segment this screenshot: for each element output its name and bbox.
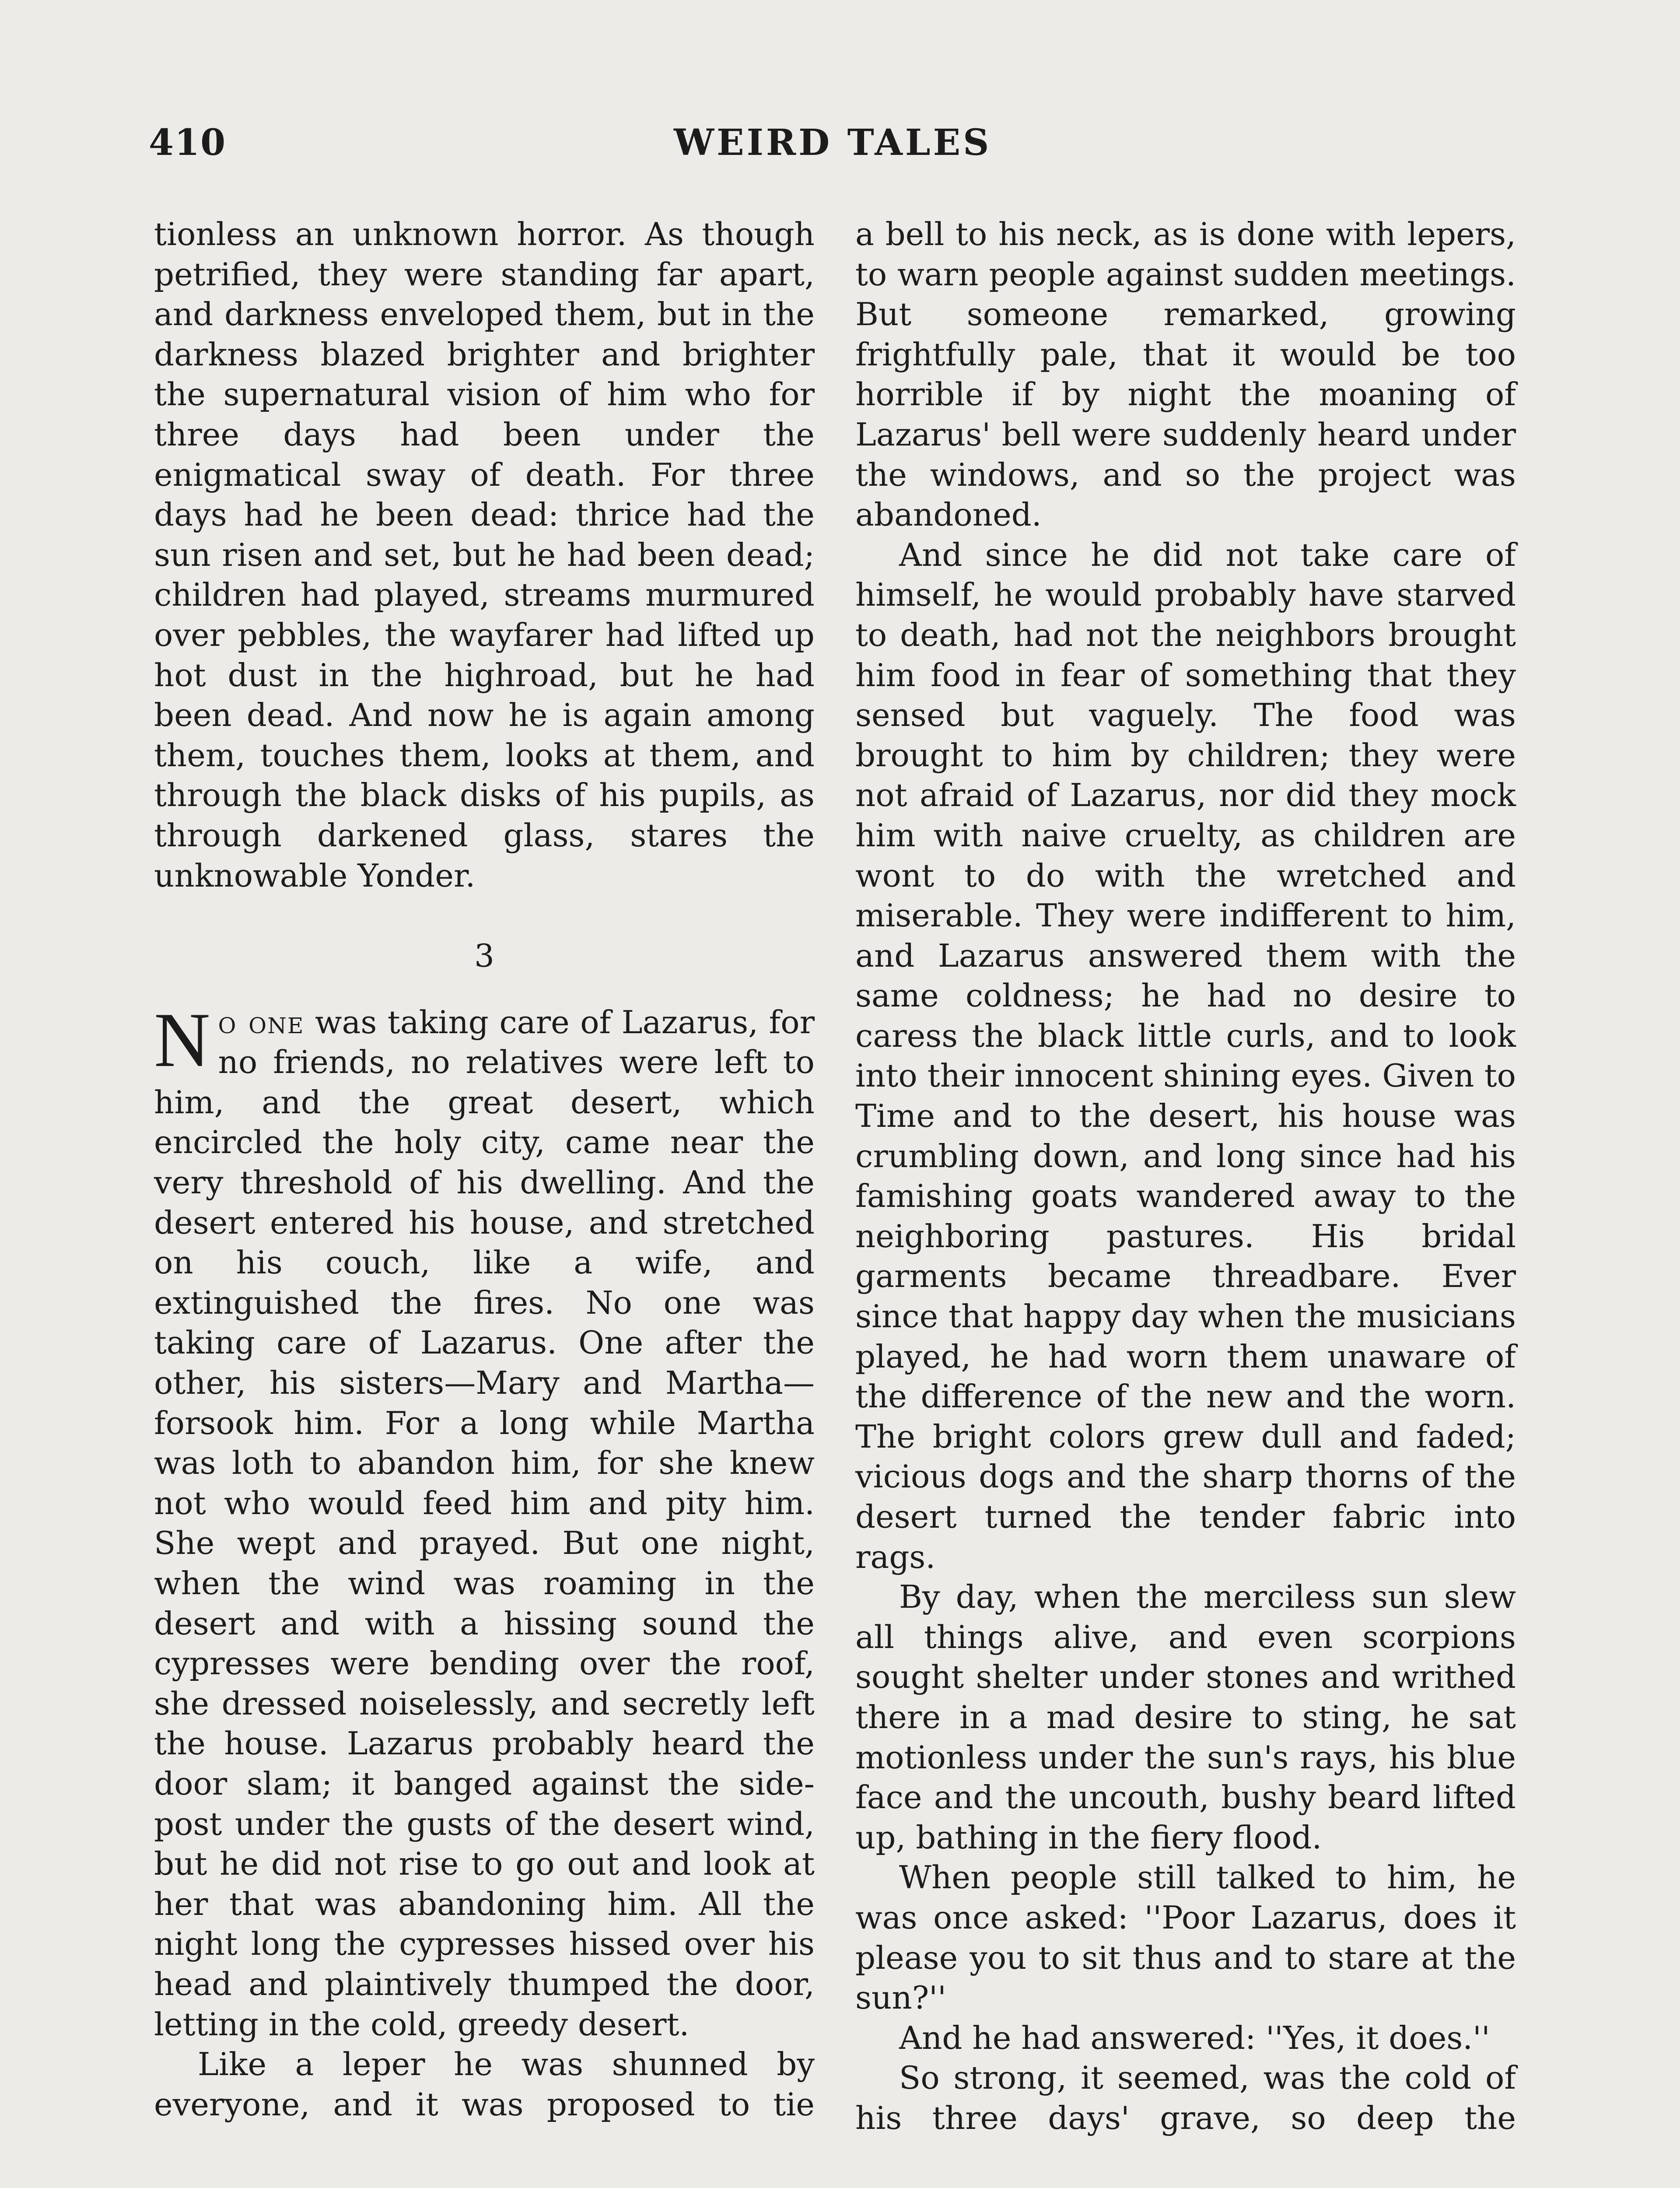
- running-title: WEIRD TALES: [674, 122, 992, 164]
- paragraph: So strong, it seemed, was the cold of his three days' grave, so deep the: [855, 2059, 1516, 2136]
- right-column: [855, 214, 1516, 2139]
- paragraph-text: was taking care of Lazarus, for no friends, no relatives were left to him, and the great desert, which encircled the holy city, came near the very threshold of his dwelling. And the desert entered his house, and stretched on his couch, like a wife, and extinguished the fires. No one was taking care of Lazarus. One after the other, his sisters—Mary and Martha—forsook him. For a long while Martha was loth to abandon him, for she knew not who would feed him and pity him. She wept and prayed. But one night, when the wind was roaming in the desert and with a hissing sound the cypresses were bending over the roof, she dressed noiselessly, and secretly left the house. Lazarus probably heard the door slam; it banged against the side-post under the gusts of the desert wind, but he did not rise to go out and look at her that was abandoning him. All the night long the cypresses hissed over his head and plaintively thumped the door, letting in the cold, greedy desert.: [154, 1003, 815, 2043]
- paragraph: By day, when the merciless sun slew all things alive, and even scorpions sought shelter under stones and writhed there in a mad desire to sting, he sat motionless under the sun's rays, his blue face and the uncouth, bushy beard lifted up, bathing in the fiery flood.: [855, 1578, 1516, 1856]
- left-column: [154, 214, 815, 2125]
- small-caps-lead: o one: [218, 1003, 304, 1041]
- paragraph: When people still talked to him, he was once asked: ''Poor Lazarus, does it please you to sit thus and to stare at the sun?'': [855, 1859, 1516, 2016]
- paragraph: And since he did not take care of himself, he would probably have starved to death, had not the neighbors brought him food in fear of something that they sensed but vaguely. The food was brought to him by children; they were not afraid of Lazarus, nor did they mock him with naive cruelty, as children are wont to do with the wretched and miserable. They were indifferent to him, and Lazarus answered them with the same coldness; he had no desire to caress the black little curls, and to look into their innocent shining eyes. Given to Time and to the desert, his house was crumbling down, and long since had his famishing goats wandered away to the neighboring pastures. His bridal garments became threadbare. Ever since that happy day when the musicians played, he had worn them unaware of the difference of the new and the worn. The bright colors grew dull and faded; vicious dogs and the sharp thorns of the desert turned the tender fabric into rags.: [855, 536, 1516, 1575]
- paragraph: And he had answered: ''Yes, it does.'': [899, 2019, 1490, 2056]
- paragraph-dropcap: [154, 996, 815, 2044]
- section-number: 3: [474, 937, 494, 975]
- page-number: 410: [149, 122, 227, 164]
- paragraph: Like a leper he was shunned by everyone, and it was proposed to tie: [154, 2046, 815, 2123]
- paragraph: a bell to his neck, as is done with lepers, to warn people against sudden meetings. But someone remarked, growing frightfully pale, that it would be too horrible if by night the moaning of Lazarus' bell were suddenly heard under the windows, and so the project was abandoned.: [855, 216, 1516, 533]
- drop-cap: N: [154, 996, 210, 1083]
- paragraph: tionless an unknown horror. As though petrified, they were standing far apart, and darkness enveloped them, but in the darkness blazed brighter and brighter the supernatural vision of him who for three days had been under the enigmatical sway of death. For three days had he been dead: thrice had the sun risen and set, but he had been dead; children had played, streams murmured over pebbles, the wayfarer had lifted up hot dust in the highroad, but he had been dead. And now he is again among them, touches them, looks at them, and through the black disks of his pupils, as through darkened glass, stares the unknowable Yonder.: [154, 216, 815, 894]
